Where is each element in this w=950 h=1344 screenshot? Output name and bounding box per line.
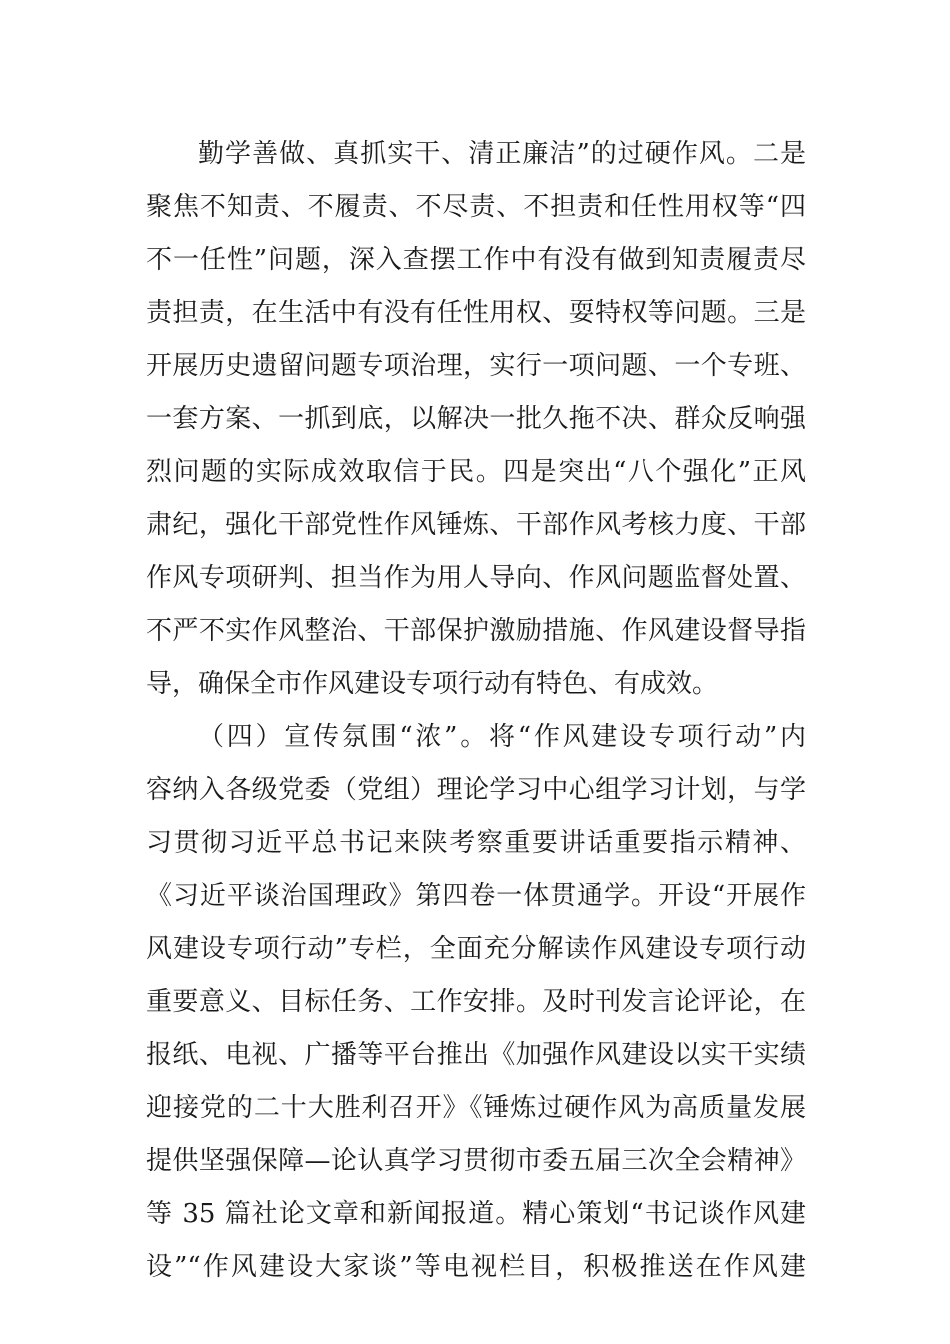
text-line: 肃纪，强化干部党性作风锤炼、干部作风考核力度、干部 xyxy=(146,510,806,540)
text-line: 风建设专项行动”专栏，全面充分解读作风建设专项行动 xyxy=(146,934,806,964)
text-line: 不严不实作风整治、干部保护激励措施、作风建设督导指 xyxy=(146,616,806,646)
text-line: 迎接党的二十大胜利召开》《锤炼过硬作风为高质量发展 xyxy=(146,1093,806,1123)
text-line: 聚焦不知责、不履责、不尽责、不担责和任性用权等“四 xyxy=(146,192,806,222)
text-line: 作风专项研判、担当作为用人导向、作风问题监督处置、 xyxy=(146,563,806,593)
text-line: 容纳入各级党委（党组）理论学习中心组学习计划，与学 xyxy=(146,775,806,805)
text-line: 习贯彻习近平总书记来陕考察重要讲话重要指示精神、 xyxy=(146,828,806,858)
section-heading-line: （四）宣传氛围“浓”。将“作风建设专项行动”内 xyxy=(198,722,806,752)
text-line: 提供坚强保障—论认真学习贯彻市委五届三次全会精神》 xyxy=(146,1146,806,1176)
text-line: 《习近平谈治国理政》第四卷一体贯通学。开设“开展作 xyxy=(146,881,806,911)
text-line: 重要意义、目标任务、工作安排。及时刊发言论评论，在 xyxy=(146,987,806,1017)
text-line: 报纸、电视、广播等平台推出《加强作风建设以实干实绩 xyxy=(146,1040,806,1070)
text-line: 等 35 篇社论文章和新闻报道。精心策划“书记谈作风建 xyxy=(146,1199,806,1229)
text-line: 导，确保全市作风建设专项行动有特色、有成效。 xyxy=(146,669,719,699)
text-line: 设”“作风建设大家谈”等电视栏目，积极推送在作风建 xyxy=(146,1252,806,1282)
text-line: 一套方案、一抓到底，以解决一批久拖不决、群众反响强 xyxy=(146,404,806,434)
text-line: 不一任性”问题，深入查摆工作中有没有做到知责履责尽 xyxy=(146,245,806,275)
text-line: 责担责，在生活中有没有任性用权、耍特权等问题。三是 xyxy=(146,298,806,328)
text-line: 开展历史遗留问题专项治理，实行一项问题、一个专班、 xyxy=(146,351,806,381)
text-line: 烈问题的实际成效取信于民。四是突出“八个强化”正风 xyxy=(146,457,806,487)
text-line: 勤学善做、真抓实干、清正廉洁”的过硬作风。二是 xyxy=(198,139,806,169)
